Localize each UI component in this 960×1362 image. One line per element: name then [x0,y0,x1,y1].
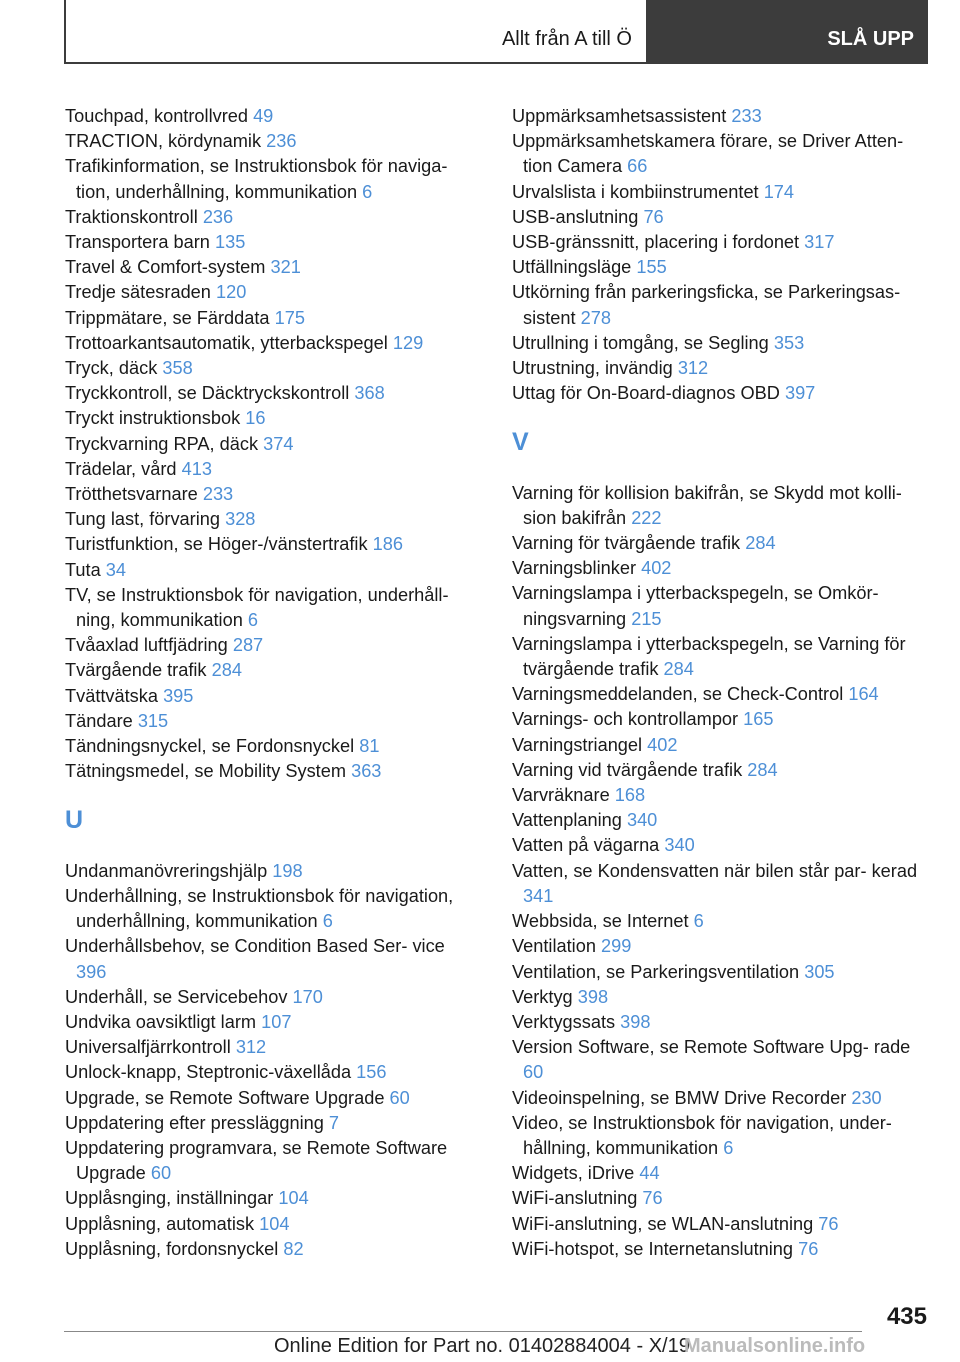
entry-term: Utfällningsläge [512,257,632,278]
index-entry [512,758,928,783]
index-entry [512,682,928,707]
entry-term: Uppdatering efter pressläggning [65,1112,324,1133]
index-entry [512,859,928,909]
page-link[interactable]: 76 [642,1188,663,1209]
entry-term: Undvika oavsiktligt larm [65,1011,257,1032]
search-tab[interactable]: SLÅ UPP [648,0,928,64]
index-entry [65,1237,480,1262]
page-link[interactable]: 82 [283,1238,304,1259]
entry-term: TV, se Instruktionsbok för navigation, underhåll‐ ning, kommunikation [65,584,449,631]
page-link[interactable]: 6 [723,1137,734,1158]
entry-term: Urvalslista i kombiinstrumentet [512,181,759,202]
entry-term: Tryckkontroll, se Däcktryckskontroll [65,383,350,404]
page-link[interactable]: 165 [743,709,774,730]
index-entry [65,154,480,204]
page-link[interactable]: 396 [76,961,107,982]
index-entry [65,859,480,884]
entry-term: Ventilation, se Parkeringsventilation [512,961,800,982]
entry-term: Trippmätare, se Färddata [65,307,270,328]
index-entry [65,1212,480,1237]
entry-term: WiFi-hotspot, se Internetanslutning [512,1238,794,1259]
page-link[interactable]: 340 [626,810,658,831]
page-link[interactable]: 328 [225,509,256,530]
page-link[interactable]: 107 [261,1011,292,1032]
index-entry [65,381,480,406]
entry-term: Verktyg [512,986,573,1007]
entry-term: Vattenplaning [512,810,622,831]
page-link[interactable]: 395 [163,685,194,706]
index-entry [65,406,480,431]
page-link[interactable]: 305 [804,961,835,982]
index-entry [512,481,928,531]
page-link[interactable]: 402 [647,734,678,755]
entry-term: TRACTION, kördynamik [65,131,262,152]
entry-term: Varning för kollision bakifrån, se Skydd mot kolli‐ sion bakifrån [512,482,902,528]
page-link[interactable]: 76 [818,1213,839,1234]
entry-term: Touchpad, kontrollvred [65,106,248,126]
index-entry [65,255,480,280]
index-entry [512,1186,928,1211]
entry-term: Underhållsbehov, se Condition Based Ser‐ vice [65,936,445,957]
page-link[interactable]: 398 [577,986,609,1007]
entry-term: Trafikinformation, se Instruktionsbok för naviga‐ tion, underhållning, kommunikation [65,156,448,202]
index-entry [65,280,480,305]
entry-term: Video, se Instruktionsbok för navigation, under‐ hållning, kommunikation [512,1112,892,1158]
entry-term: Underhåll, se Servicebehov [65,986,288,1007]
footer-text: Online Edition for Part no. 01402884004 - X/19 [274,1335,690,1357]
entry-term: Trottoarkantsautomatik, ytterbackspegel [65,332,388,353]
index-entry [512,205,928,230]
entry-term: Tredje sätesraden [65,282,211,303]
page-link[interactable]: 34 [105,559,127,580]
entry-term: Webbsida, se Internet [512,911,689,932]
index-entry [65,934,480,984]
entry-term: Transportera barn [65,232,210,253]
page-link[interactable]: 358 [162,358,193,379]
page-link[interactable]: 186 [372,534,403,555]
page-link[interactable]: 168 [614,785,646,806]
entry-term: Uppmärksamhetskamera förare, se Driver Atten‐ tion Camera [512,131,904,177]
index-entry [65,482,480,507]
page-link[interactable]: 76 [798,1238,819,1259]
entry-term: Tätningsmedel, se Mobility System [65,761,347,782]
page-link[interactable]: 230 [851,1087,882,1108]
index-entry [512,808,928,833]
entry-term: USB-gränssnitt, placering i fordonet [512,232,800,253]
index-entry [512,556,928,581]
page-link[interactable]: 397 [784,383,816,404]
index-entry [65,734,480,759]
index-entry [65,633,480,658]
index-entry [512,632,928,682]
entry-term: Traktionskontroll [65,206,198,227]
page-link[interactable]: 363 [351,761,382,782]
section-letter: V [512,428,529,457]
index-entry [512,331,928,356]
entry-term: Upplåsning, automatisk [65,1213,255,1234]
index-entry [65,230,480,255]
index-entry [512,1212,928,1237]
index-entry [65,306,480,331]
entry-term: Videoinspelning, se BMW Drive Recorder [512,1087,847,1108]
page-link[interactable]: 16 [245,408,266,429]
watermark: Manualsonline.info [684,1335,866,1357]
index-entry [512,104,928,129]
page-link[interactable]: 299 [601,936,632,957]
page-link[interactable]: 49 [253,106,274,126]
index-entry [65,432,480,457]
index-entry [65,1186,480,1211]
page-link[interactable]: 155 [636,257,667,278]
page-link[interactable]: 340 [664,835,695,856]
page-link[interactable]: 236 [266,131,297,152]
index-entry [65,1010,480,1035]
index-entry [65,759,480,784]
index-entry [512,909,928,934]
index-entry [512,707,928,732]
index-entry [512,280,928,330]
entry-term: Unlock-knapp, Steptronic-växellåda [65,1062,352,1083]
entry-term: Trädelar, vård [65,458,177,479]
page-link[interactable]: 135 [214,232,246,253]
index-entry [65,532,480,557]
index-entry [65,1136,480,1186]
entry-term: Tryckvarning RPA, däck [65,433,259,454]
page-link[interactable]: 175 [274,307,305,328]
page-link[interactable]: 6 [693,911,704,932]
entry-term: Uppmärksamhetsassistent [512,106,727,126]
page-link[interactable]: 60 [523,1062,544,1083]
page-link[interactable]: 233 [202,484,234,505]
index-tab[interactable]: Allt från A till Ö [64,0,648,64]
entry-term: Underhållning, se Instruktionsbok för navigation, underhållning, kommunikation [65,885,454,932]
index-entry [512,783,928,808]
page-link[interactable]: 398 [620,1011,651,1032]
entry-term: Tändningsnyckel, se Fordonsnyckel [65,736,355,757]
entry-term: Varvräknare [512,785,610,806]
index-entry [512,985,928,1010]
page-link[interactable]: 413 [181,458,212,479]
index-entry [65,457,480,482]
page-link[interactable]: 170 [292,986,323,1007]
entry-term: USB-anslutning [512,206,639,227]
footer-divider [64,1331,862,1332]
page-link[interactable]: 374 [263,433,294,454]
entry-term: Tvärgående trafik [65,660,207,681]
index-entry [65,658,480,683]
index-entry [65,1060,480,1085]
entry-term: Version Software, se Remote Software Upg‐ rade [512,1037,911,1058]
index-entry [512,230,928,255]
entry-term: Varningstriangel [512,734,643,755]
index-entry [65,884,480,934]
entry-term: Tvåaxlad luftfjädring [65,635,228,656]
page-link[interactable]: 236 [202,206,234,227]
index-entry [512,255,928,280]
index-entry [512,1010,928,1035]
entry-term: Upplåsning, fordonsnyckel [65,1238,279,1259]
index-entry [65,356,480,381]
page-link[interactable]: 156 [356,1062,387,1083]
page-link[interactable]: 120 [215,282,247,303]
index-entry [65,507,480,532]
entry-term: Varnings- och kontrollampor [512,709,739,730]
entry-term: Varningsblinker [512,558,637,579]
page-link[interactable]: 284 [211,660,242,681]
index-column-left [65,104,480,1262]
page-link[interactable]: 312 [235,1037,267,1058]
page-link[interactable]: 402 [641,558,672,579]
page-link[interactable]: 233 [731,106,762,126]
entry-term: Undanmanövreringshjälp [65,860,268,881]
page-link[interactable]: 198 [272,860,303,881]
index-entry [65,709,480,734]
page-link[interactable]: 317 [804,232,835,253]
entry-term: Vatten på vägarna [512,835,660,856]
page-link[interactable]: 76 [643,206,664,227]
entry-term: Uttag för On-Board-diagnos OBD [512,383,780,404]
page-link[interactable]: 315 [137,710,169,731]
page-number: 435 [886,1303,927,1330]
page-link[interactable]: 6 [362,181,373,202]
index-entry [512,581,928,631]
section-letter: U [65,806,84,835]
index-entry [512,531,928,556]
index-entry [512,1086,928,1111]
page-link[interactable]: 368 [354,383,385,404]
page-link[interactable]: 284 [747,759,778,780]
entry-term: Upgrade, se Remote Software Upgrade [65,1087,385,1108]
index-entry [512,1161,928,1186]
page-link[interactable]: 321 [270,257,301,278]
index-entry [65,205,480,230]
entry-term: Uppdatering programvara, se Remote Software Upgrade [65,1137,448,1184]
page-link[interactable]: 7 [328,1112,340,1133]
entry-term: Tvättvätska [65,685,158,706]
page-link[interactable]: 6 [247,610,258,631]
page-link[interactable]: 353 [773,332,805,353]
index-entry [65,583,480,633]
page-link[interactable]: 129 [392,332,424,353]
index-entry [512,1111,928,1161]
entry-term: Widgets, iDrive [512,1163,635,1184]
entry-term: Tändare [65,710,133,731]
index-entry [512,381,928,406]
entry-term: Utrustning, invändig [512,358,673,379]
page-link[interactable]: 44 [639,1163,660,1184]
page-link[interactable]: 60 [150,1163,172,1184]
index-entry [512,833,928,858]
page-link[interactable]: 164 [848,684,879,705]
entry-term: Upplåsnging, inställningar [65,1188,274,1209]
page-link[interactable]: 215 [631,608,662,629]
entry-term: Varningslampa i ytterbackspegeln, se Omkör‐ ningsvarning [512,583,879,629]
page-link[interactable]: 284 [745,533,776,554]
index-entry [65,558,480,583]
page-link[interactable]: 341 [523,885,554,906]
index-entry [512,1237,928,1262]
entry-term: Travel & Comfort-system [65,257,266,278]
index-entry [512,960,928,985]
entry-term: WiFi-anslutning [512,1188,638,1209]
index-entry [512,356,928,381]
entry-term: Ventilation [512,936,596,957]
entry-term: Utkörning från parkeringsficka, se Parkeringsas‐ sistent [512,282,901,328]
page-link[interactable]: 312 [677,358,709,379]
index-entry [512,934,928,959]
index-entry [512,129,928,179]
page-link[interactable]: 287 [232,635,264,656]
page-link[interactable]: 104 [259,1213,290,1234]
page-link[interactable]: 81 [359,736,380,757]
index-entry [65,104,480,129]
index-column-right [512,104,928,1262]
entry-term: WiFi-anslutning, se WLAN-anslutning [512,1213,814,1234]
page-link[interactable]: 174 [763,181,795,202]
entry-term: Utrullning i tomgång, se Segling [512,332,769,353]
page-link[interactable]: 222 [631,507,662,528]
entry-term: Varningsmeddelanden, se Check-Control [512,684,844,705]
index-entry [65,1111,480,1136]
index-entry [65,1086,480,1111]
entry-term: Turistfunktion, se Höger-/vänstertrafik [65,534,368,555]
page-link[interactable]: 284 [663,659,694,680]
page-link[interactable]: 6 [322,911,333,932]
index-entry [512,733,928,758]
index-entry [65,985,480,1010]
entry-term: Varning vid tvärgående trafik [512,759,743,780]
entry-term: Varningslampa i ytterbackspegeln, se Varning för tvärgående trafik [512,633,906,680]
entry-term: Tung last, förvaring [65,509,221,530]
entry-term: Tryckt instruktionsbok [65,408,241,429]
entry-term: Universalfjärrkontroll [65,1037,231,1058]
entry-term: Tuta [65,559,101,580]
index-entry [512,180,928,205]
index-entry [65,1035,480,1060]
entry-term: Verktygssats [512,1011,616,1032]
index-entry [65,684,480,709]
page-link[interactable]: 278 [580,307,611,328]
index-entry [65,129,480,154]
top-navigation [64,0,928,64]
entry-term: Tryck, däck [65,358,158,379]
index-entry [65,331,480,356]
page-link[interactable]: 66 [627,156,648,177]
entry-term: Vatten, se Kondensvatten när bilen står par‐ kerad [512,860,918,881]
index-entry [512,1035,928,1085]
page-link[interactable]: 104 [278,1188,309,1209]
entry-term: Trötthetsvarnare [65,484,198,505]
entry-term: Varning för tvärgående trafik [512,533,741,554]
page-link[interactable]: 60 [389,1087,410,1108]
